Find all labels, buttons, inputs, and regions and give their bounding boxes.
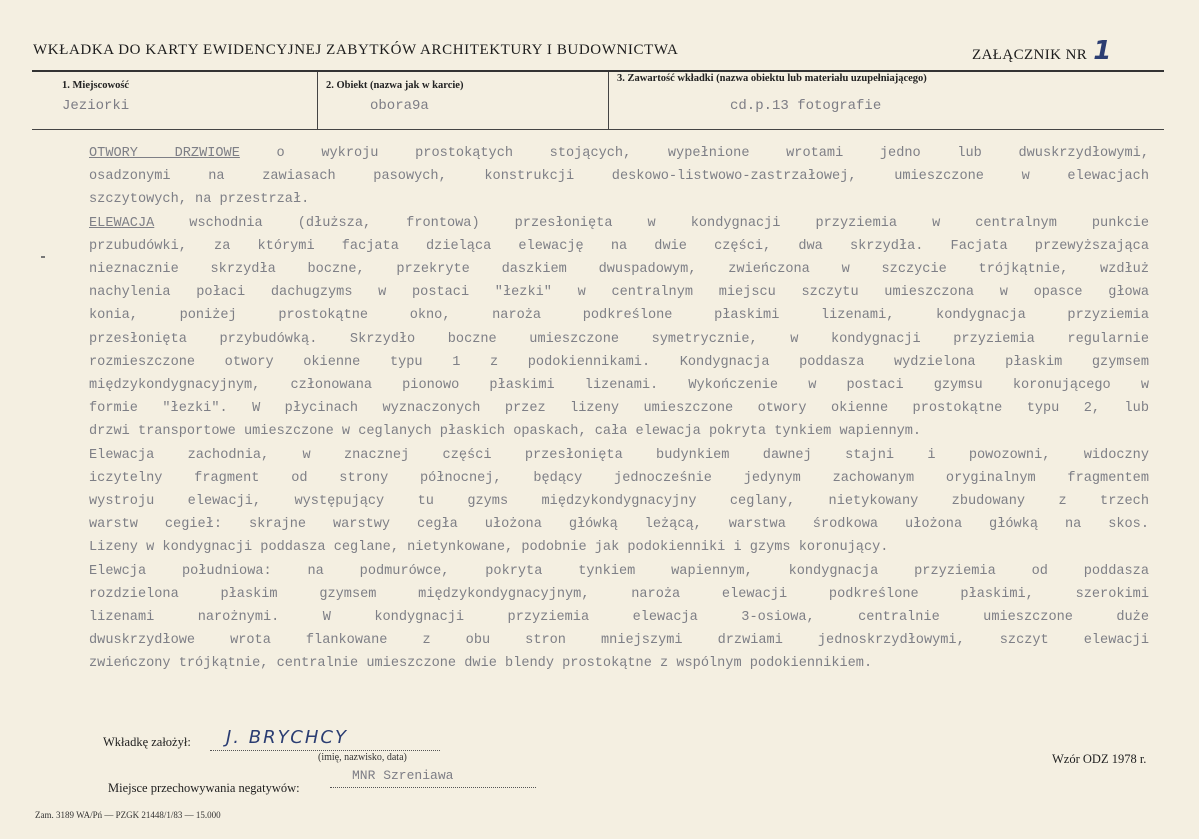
content-value: cd.p.13 fotografie <box>730 98 882 114</box>
annex-label <box>972 36 1112 66</box>
text-line: Elewacja zachodnia, w znacznej części przesłonięta budynkiem dawnej stajni i powozowni, widoczny <box>89 447 1149 463</box>
author-signature: J. BRYCHCY <box>226 727 348 748</box>
text-line: wystroju elewacji, występujący tu gzyms międzykondygnacyjny ceglany, nietykowany zbudowany z trzech <box>89 494 1149 510</box>
description-text <box>89 142 1149 676</box>
text-line: drzwi transportowe umieszczone w ceglanych płaskich opaskach, cała elewacja pokryta tynkiem wapiennym. <box>89 424 922 440</box>
paragraph-east-elevation <box>89 212 1149 444</box>
place-label: 1. Miejscowość <box>62 80 130 91</box>
text-line: Elewcja południowa: na podmurówce, pokryta tynkiem wapiennym, kondygnacja przyziemia od poddasza <box>89 563 1149 579</box>
paragraph-doors <box>89 142 1149 212</box>
object-value: obora9a <box>370 98 429 114</box>
text-line: szczytowych, na przestrzał. <box>89 192 310 208</box>
form-pattern: Wzór ODZ 1978 r. <box>1052 752 1147 766</box>
text-line <box>89 212 1149 235</box>
place-value: Jeziorki <box>62 98 130 114</box>
author-hint: (imię, nazwisko, data) <box>318 752 407 763</box>
text-line: konia, poniżej prostokątne okno, naroża podkreślone płaskimi lizenami, kondygnacja przyziemia <box>89 308 1149 324</box>
fields-bottom-rule <box>32 129 1164 130</box>
annex-label-text: ZAŁĄCZNIK NR <box>972 47 1088 63</box>
text-fragment: o wykroju prostokątych stojących, wypełnione wrotami jedno lub dwuskrzydłowymi, <box>276 146 1149 161</box>
text-fragment: wschodnia (dłuższa, frontowa) przesłonięta w kondygnacji przyziemia w centralnym punkcie <box>189 215 1149 231</box>
author-label: Wkładkę założył: <box>103 735 191 749</box>
author-line <box>210 750 440 751</box>
text-line: przubudówki, za którymi facjata dzieląca elewację na dwie części, dwa skrzydła. Facjata przewyższająca <box>89 238 1149 254</box>
text-line: rozdzielona płaskim gzymsem międzykondygnacyjnym, naroża elewacji podkreślone płaskimi, szerokimi <box>89 586 1149 602</box>
text-line: nachylenia połaci dachugzyms w postaci "łezki" w centralnym miejscu szczytu umieszczona w opasce głowa <box>89 285 1149 301</box>
top-rule <box>32 70 1164 72</box>
margin-mark <box>41 256 45 258</box>
content-label: 3. Zawartość wkładki (nazwa obiektu lub materiału uzupełniającego) <box>617 73 927 84</box>
text-line <box>89 142 1149 165</box>
text-line: przesłonięta przybudówką. Skrzydło boczne umieszczone symetrycznie, w kondygnacji przyziemia regularnie <box>89 331 1149 347</box>
elevation-heading: ELEWACJA <box>89 215 155 231</box>
text-line: nieznacznie skrzydła boczne, przekryte daszkiem dwuspadowym, zwieńczona w szczycie trójkątnie, wzdłuż <box>89 262 1149 278</box>
doors-heading: OTWORY DRZWIOWE <box>89 146 240 161</box>
text-line: Lizeny w kondygnacji poddasza ceglane, nietynkowane, podobnie jak podokienniki i gzyms koronujący. <box>89 540 889 556</box>
print-order-note: Zam. 3189 WA/Pń — PZGK 21448/1/83 — 15.000 <box>35 810 221 820</box>
text-line: rozmieszczone otwory okienne typu 1 z podokiennikami. Kondygnacja poddasza wydzielona płaskim gzymsem <box>89 354 1149 370</box>
text-line: międzykondygnacyjnym, członowana pionowo płaskimi lizenami. Wykończenie w postaci gzymsu koronującego w <box>89 378 1149 394</box>
text-line: osadzonymi na zawiasach pasowych, konstrukcji deskowo-listwowo-zastrzałowej, umieszczone w elewacjach <box>89 169 1149 185</box>
annex-number: 1 <box>1093 36 1112 66</box>
storage-value: MNR Szreniawa <box>352 768 454 783</box>
column-divider <box>608 72 609 129</box>
paragraph-south-elevation <box>89 560 1149 676</box>
text-line: formie "łezki". W płycinach wyznaczonych przez lizeny umieszczone otwory okienne prostokątne typu 2, lub <box>89 401 1149 417</box>
text-line: zwieńczony trójkątnie, centralnie umieszczone dwie blendy prostokątne z wspólnym podokiennikiem. <box>89 656 873 672</box>
text-line: lizenami narożnymi. W kondygnacji przyziemia elewacja 3-osiowa, centralnie umieszczone duże <box>89 610 1149 626</box>
storage-line <box>330 787 536 788</box>
paragraph-west-elevation <box>89 444 1149 560</box>
text-line: dwuskrzydłowe wrota flankowane z obu stron mniejszymi drzwiami jednoskrzydłowymi, szczyt elewacji <box>89 633 1149 649</box>
storage-label: Miejsce przechowywania negatywów: <box>108 781 300 795</box>
text-line: warstw cegieł: skrajne warstwy cegła ułożona główką leżącą, warstwa środkowa ułożona główką na skos. <box>89 517 1149 533</box>
form-title: WKŁADKA DO KARTY EWIDENCYJNEJ ZABYTKÓW ARCHITEKTURY I BUDOWNICTWA <box>33 42 679 58</box>
text-line: iczytelny fragment od strony północnej, będący jednocześnie jedynym zachowanym oryginalnym fragmentem <box>89 470 1149 486</box>
object-label: 2. Obiekt (nazwa jak w karcie) <box>326 80 464 91</box>
column-divider <box>317 72 318 129</box>
